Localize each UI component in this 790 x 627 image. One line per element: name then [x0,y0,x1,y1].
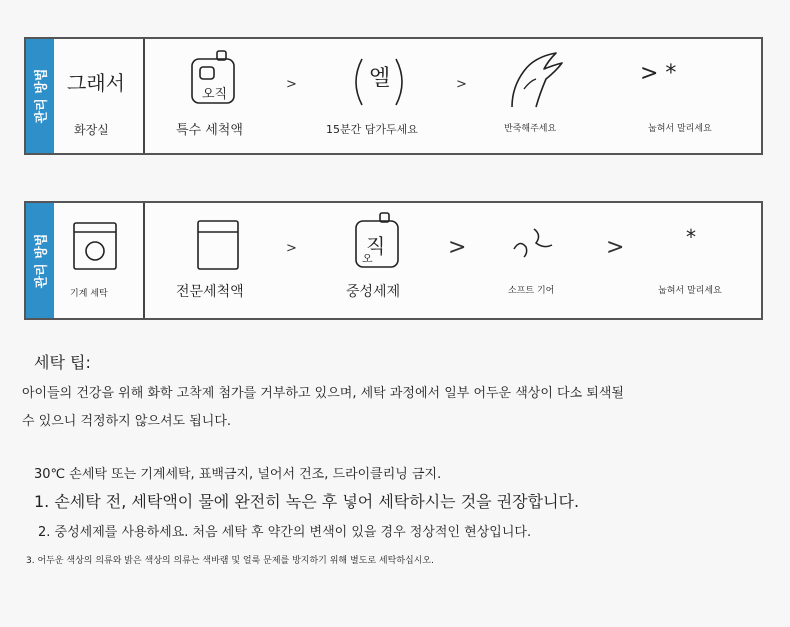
step-label-professional-detergent: 전문세척액 [176,284,244,300]
bottle-icon-text: 오직 [202,87,228,102]
first-cell [54,203,145,318]
bottle-icon-subtext: 오 [362,252,373,265]
sidebar-label: 관리 방법 [34,68,50,124]
tips-paragraph-line1: 아이들의 건강을 위해 화학 고착제 첨가를 거부하고 있으며, 세탁 과정에서 일부 어두운 색상이 다소 퇴색될 [22,386,624,401]
hand-wash-icon [506,49,568,111]
arrow-icon: > [606,235,625,260]
step-label-neutral-detergent: 중성세제 [346,284,401,300]
step-label-lay-flat: 눕혀서 말리세요 [658,286,722,296]
care-panel-bottom [24,201,763,320]
detergent-box-icon [196,219,240,271]
tips-washing-line: 30℃ 손세탁 또는 기계세탁, 표백금지, 널어서 건조, 드라이클리닝 금지. [34,467,442,482]
step-label-special-detergent: 특수 세척액 [176,123,243,138]
lay-flat-symbol: * [686,225,696,249]
first-cell-label: 기계 세탁 [70,289,108,299]
step-label-soft-gear: 소프트 기어 [508,286,555,296]
first-cell [54,39,145,153]
bottle-icon-text: 직 [366,234,386,258]
washing-machine-icon [72,221,118,271]
tips-heading: 세탁 팁: [34,353,91,372]
care-method-sidebar [26,39,54,153]
step-label-hand-wash: 반죽해주세요 [504,124,557,134]
arrow-icon: > [448,235,467,260]
soft-gear-icon [510,225,560,263]
arrow-icon: > [286,241,297,256]
tips-item-2: 2. 중성세제를 사용하세요. 처음 세탁 후 약간의 변색이 있을 경우 정상적인 현상입니다. [38,525,532,540]
first-cell-subtitle: 화장실 [74,123,109,137]
step-label-soak: 15분간 담가두세요 [326,123,418,136]
tips-item-3: 3. 어두운 색상의 의류와 밝은 색상의 의류는 색바램 및 얼룩 문제를 방지하기 위해 별도로 세탁하십시오. [26,556,434,566]
care-panel-top [24,37,763,155]
lay-flat-symbol: > * [640,61,677,86]
arrow-icon: > [456,77,467,92]
soak-icon-text: 엘 [369,66,391,91]
tips-paragraph-line2: 수 있으니 걱정하지 않으셔도 됩니다. [22,414,232,429]
sidebar-label: 관리 방법 [34,233,50,288]
tips-item-1: 1. 손세탁 전, 세탁액이 물에 완전히 녹은 후 넣어 세탁하시는 것을 권장합니다. [34,492,580,511]
care-method-sidebar [26,203,54,318]
first-cell-title: 그래서 [67,71,125,95]
step-label-lay-flat: 눕혀서 말리세요 [648,124,712,134]
arrow-icon: > [286,77,297,92]
